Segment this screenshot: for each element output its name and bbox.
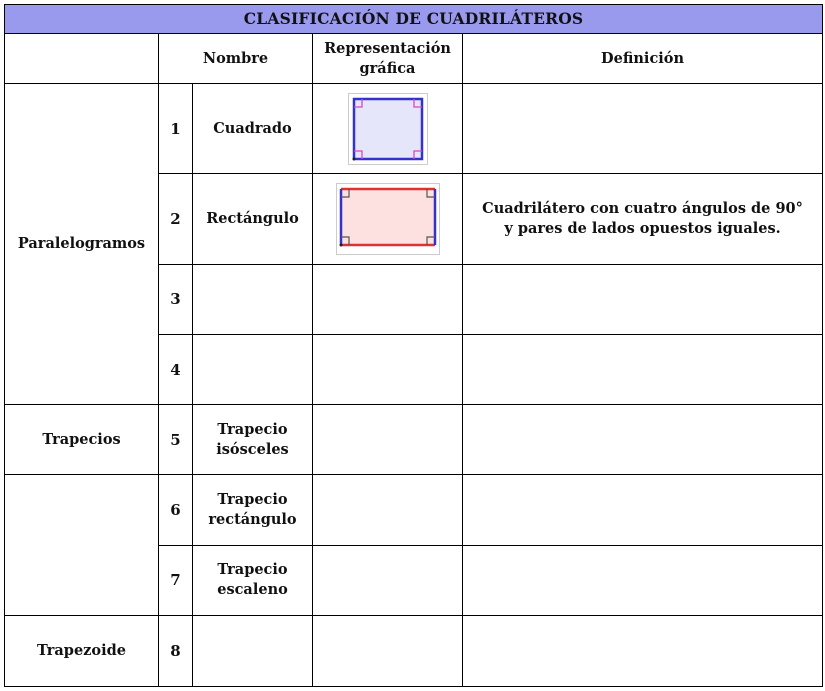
definition-cell — [463, 405, 823, 475]
row-name — [193, 84, 313, 174]
shape-cell — [313, 174, 463, 264]
shape-cell — [313, 84, 463, 174]
group-trapecios: Trapecios — [5, 405, 159, 475]
header-representacion-line-1: Representación — [324, 39, 451, 57]
rectangle-with-right-angles-icon — [336, 183, 440, 255]
row-number: 2 — [159, 174, 193, 264]
row-number: 3 — [159, 264, 193, 334]
definition-cell — [463, 264, 823, 334]
header-nombre: Nombre — [159, 34, 313, 84]
definition-cell — [463, 615, 823, 686]
header-representacion — [313, 34, 463, 84]
shape-cell — [313, 405, 463, 475]
header-representacion-line-2: gráfica — [359, 59, 416, 77]
row-name — [193, 405, 313, 475]
row-number: 8 — [159, 615, 193, 686]
row-name-line-2: rectángulo — [208, 510, 297, 528]
row-number: 1 — [159, 84, 193, 174]
definition-cell — [463, 174, 823, 264]
row-number: 5 — [159, 405, 193, 475]
row-name — [193, 475, 313, 545]
shape-cell — [313, 334, 463, 404]
square-with-right-angles-icon — [348, 93, 428, 165]
row-name-line-2: isósceles — [216, 440, 289, 458]
row-name-line-1: Trapecio — [217, 420, 288, 438]
definition-cell — [463, 84, 823, 174]
row-name — [193, 334, 313, 404]
group-trapezoide: Trapezoide — [5, 615, 159, 686]
row-name — [193, 174, 313, 264]
definition-cell — [463, 334, 823, 404]
definition-cell — [463, 475, 823, 545]
row-name-line-1: Cuadrado — [213, 119, 292, 137]
row-name — [193, 545, 313, 615]
table-title: CLASIFICACIÓN DE CUADRILÁTEROS — [5, 5, 823, 34]
shape-cell — [313, 615, 463, 686]
row-number: 4 — [159, 334, 193, 404]
quadrilateral-classification-table — [4, 4, 823, 687]
row-name-line-1: Rectángulo — [206, 210, 299, 228]
row-name-line-1: Trapecio — [217, 490, 288, 508]
row-number: 7 — [159, 545, 193, 615]
group-paralelogramos: Paralelogramos — [5, 84, 159, 405]
row-name-line-2: escaleno — [217, 581, 288, 599]
row-name — [193, 615, 313, 686]
row-number: 6 — [159, 475, 193, 545]
header-definicion: Definición — [463, 34, 823, 84]
shape-cell — [313, 264, 463, 334]
definition-line-1: Cuadrilátero con cuatro ángulos de 90° — [482, 200, 803, 218]
row-name — [193, 264, 313, 334]
header-empty-cell — [5, 34, 159, 84]
definition-cell — [463, 545, 823, 615]
group-empty-cell — [5, 475, 159, 615]
shape-cell — [313, 545, 463, 615]
row-name-line-1: Trapecio — [217, 561, 288, 579]
shape-cell — [313, 475, 463, 545]
definition-line-2: y pares de lados opuestos iguales. — [504, 220, 781, 238]
